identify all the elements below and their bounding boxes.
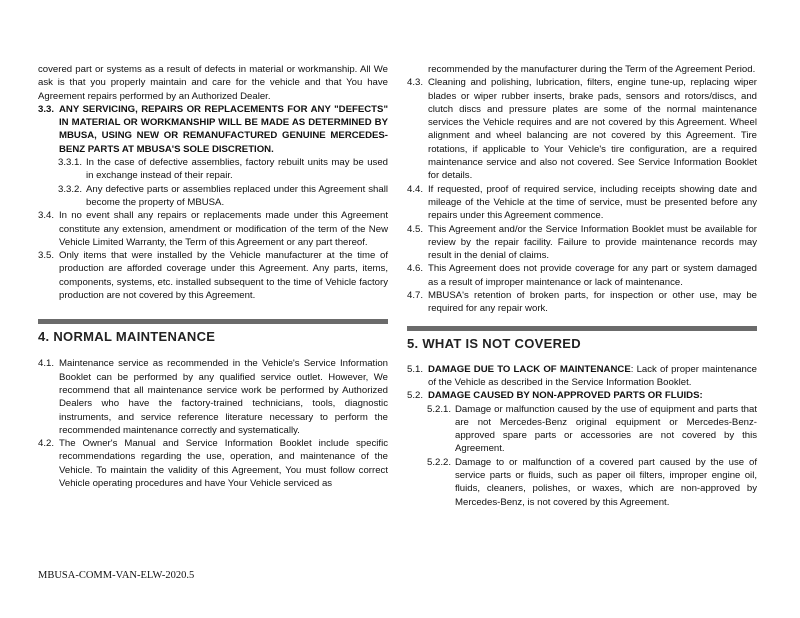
section-3-3-1	[38, 156, 388, 183]
section-divider	[407, 326, 757, 331]
section-text: Damage to or malfunction of a covered part caused by the use of service parts or fluids, such as paper oil filters, improper engine oil, fluids, cleaners, polishes, or waxes, which are non-approved by Mercedes-Benz, is not covered by this Agreement.	[455, 456, 757, 508]
right-column	[407, 63, 757, 509]
section-heading-4: 4. NORMAL MAINTENANCE	[38, 329, 216, 345]
section-number: 4.7.	[407, 290, 424, 302]
section-5-2-2	[407, 456, 757, 509]
section-4-2	[38, 437, 388, 490]
section-text: In no event shall any repairs or replacements made under this Agreement constitute any extension, amendment or modification of the term of the New Vehicle Limited Warranty, the Term of this Agreement or any part thereof.	[59, 210, 388, 248]
section-number: 3.3.2.	[58, 183, 83, 195]
section-4-6	[407, 262, 757, 289]
section-text: In the case of defective assemblies, factory rebuilt units may be used in exchange instead of their repair.	[86, 157, 388, 182]
section-number: 3.3.1.	[58, 157, 83, 169]
section-number: 4.2.	[38, 438, 55, 450]
section-heading-5: 5. WHAT IS NOT COVERED	[407, 335, 581, 351]
continued-paragraph: recommended by the manufacturer during the Term of the Agreement Period.	[428, 64, 756, 75]
section-text: The Owner's Manual and Service Information Booklet include specific recommendations regarding the use, operation, and maintenance of the Vehicle. To maintain the validity of this Agreement, You must follow correct Vehicle operating procedures and have Your Vehicle serviced as	[59, 438, 388, 490]
section-text: Damage or malfunction caused by the use of equipment and parts that are not Mercedes-Benz original equipment or Mercedes-Benz-approved spare parts or accessories are not covered by this Agreement.	[455, 403, 757, 455]
section-text: Any defective parts or assemblies replaced under this Agreement shall become the property of MBUSA.	[86, 183, 388, 208]
section-number: 3.4.	[38, 210, 55, 222]
section-3-3-2	[38, 183, 388, 210]
section-number: 4.6.	[407, 263, 424, 275]
section-number: 5.2.	[407, 390, 424, 402]
section-divider	[38, 319, 388, 324]
section-number: 4.1.	[38, 358, 55, 370]
section-text: This Agreement does not provide coverage for any part or system damaged as a result of improper maintenance or lack of maintenance.	[428, 263, 757, 288]
section-3-5	[38, 249, 388, 302]
section-4-5	[407, 223, 757, 263]
section-text: MBUSA's retention of broken parts, for inspection or other use, may be required for any repair work.	[428, 290, 757, 315]
section-3-4	[38, 209, 388, 249]
section-4-1	[38, 357, 388, 437]
section-number: 4.3.	[407, 77, 424, 89]
section-bold-title: DAMAGE DUE TO LACK OF MAINTENANCE	[428, 363, 631, 375]
section-5-1	[407, 363, 757, 390]
section-text: :	[699, 390, 703, 402]
section-text: Only items that were installed by the Vehicle manufacturer at the time of production are afforded coverage under this Agreement. Any parts, items, components, systems, etc. installed subsequent to the time of Vehicle factory production are not covered by this Agreement.	[59, 250, 388, 302]
section-text: Cleaning and polishing, lubrication, filters, engine tune-up, replacing wiper blades or wiper rubber inserts, brake pads, sensors and rotors/discs, and clutch discs and pressure plates are some of the normal maintenance services the Vehicle requires and are not covered by this Agreement. Wheel alignment and wheel balancing are not covered by this Agreement. Tire rotations, if applicable to Your Vehicle's tire configuration, are a required maintenance service and also not covered. See Service Information Booklet for details.	[428, 77, 757, 182]
section-5-2	[407, 389, 757, 402]
document-footer-id: MBUSA-COMM-VAN-ELW-2020.5	[38, 570, 195, 581]
section-text: ANY SERVICING, REPAIRS OR REPLACEMENTS FOR ANY "DEFECTS" IN MATERIAL OR WORKMANSHIP WILL BE MADE AS DETERMINED BY MBUSA, USING NEW OR REMANUFACTURED GENUINE MERCEDES-BENZ PARTS AT MBUSA'S SOLE DISCRETION.	[59, 103, 388, 155]
section-5-2-1	[407, 403, 757, 456]
section-number: 4.5.	[407, 223, 424, 235]
section-text: : Lack of proper maintenance of the Vehicle as described in the Service Information Booklet.	[428, 363, 757, 388]
continued-paragraph: covered part or systems as a result of defects in material or workmanship. All We ask is that you properly maintain and care for the vehicle and that You have Agreement repairs performed by an Authorized Dealer.	[38, 64, 388, 102]
section-3-3	[38, 103, 388, 156]
section-4-3	[407, 76, 757, 182]
section-number: 5.2.2.	[427, 456, 452, 468]
section-number: 5.1.	[407, 363, 424, 375]
section-4-4	[407, 183, 757, 223]
section-number: 3.5.	[38, 250, 55, 262]
section-text: Maintenance service as recommended in the Vehicle's Service Information Booklet can be performed by any qualified service outlet. However, We recommend that all maintenance service work be performed by Authorized Dealers who have the factory-trained technicians, tools, diagnostic instruments, and service reference literature necessary to perform the recommended maintenance correctly and systematically.	[59, 358, 388, 436]
section-text: If requested, proof of required service, including receipts showing date and mileage of the Vehicle at the time of service, must be presented before any repairs under this Agreement commence.	[428, 183, 757, 222]
section-4-7	[407, 289, 757, 316]
left-column	[38, 63, 388, 490]
section-bold-title: DAMAGE CAUSED BY NON-APPROVED PARTS OR FLUIDS	[428, 390, 700, 402]
section-text: This Agreement and/or the Service Information Booklet must be available for review by the repair facility. Failure to provide maintenance records may result in the denial of claims.	[428, 223, 757, 262]
section-number: 3.3.	[38, 103, 55, 115]
section-number: 4.4.	[407, 183, 424, 195]
section-number: 5.2.1.	[427, 403, 452, 415]
